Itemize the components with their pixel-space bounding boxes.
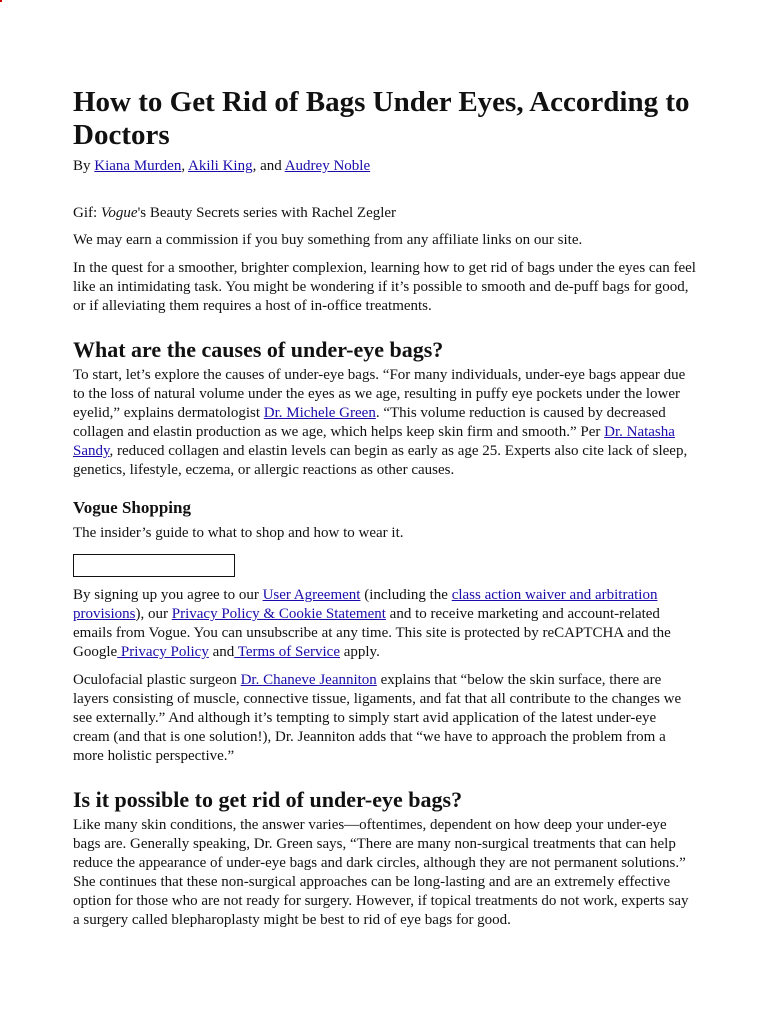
link-dr-michele-green[interactable]: Dr. Michele Green: [263, 405, 376, 421]
gif-caption-suffix: 's Beauty Secrets series with Rachel Zegler: [137, 205, 397, 221]
gif-caption-publication: Vogue: [100, 205, 138, 221]
author-link-audrey-noble[interactable]: Audrey Noble: [284, 158, 371, 174]
causes-text-3: , reduced collagen and elastin levels can begin as early as age 25. Experts also cite lack of sleep, genetics, lifestyle, eczema, or allergic reactions as other causes.: [73, 443, 688, 478]
possible-paragraph: Like many skin conditions, the answer varies—oftentimes, dependent on how deep your under-eye bags are. Generally speaking, Dr. Green says, “There are many non-surgical treatments that can help reduce the appearance of under-eye bags and dark circles, although they are not permanent solutions.” She continues that these non-surgical approaches can be long-lasting and are an extremely effective option for those who are not ready for surgery. However, if topical treatments do not work, experts say a surgery called blepharoplasty might be best to rid of eye bags for good.: [73, 817, 689, 928]
user-agreement-link[interactable]: User Agreement: [262, 587, 361, 603]
link-dr-natasha-sandy[interactable]: Dr. Natasha Sandy: [73, 424, 675, 459]
byline: [73, 157, 696, 176]
author-link-kiana-murden[interactable]: Kiana Murden: [94, 158, 182, 174]
legal-text-3: ), our: [135, 606, 172, 622]
section-heading-possible: Is it possible to get rid of under-eye bags?: [73, 787, 463, 812]
causes-paragraph: [73, 366, 696, 480]
newsletter-heading: Vogue Shopping: [73, 498, 191, 517]
legal-text-2: (including the: [360, 587, 452, 603]
byline-separator: ,: [181, 158, 189, 174]
byline-separator-and: , and: [252, 158, 285, 174]
gif-caption: [73, 204, 696, 223]
corner-mark: [0, 0, 2, 2]
link-dr-chaneve-jeanniton[interactable]: Dr. Chaneve Jeanniton: [240, 672, 377, 688]
gif-caption-prefix: Gif:: [73, 205, 101, 221]
newsletter-signup: [73, 497, 696, 662]
legal-text-4: and to receive marketing and account-related emails from Vogue. You can unsubscribe at any time. This site is protected by reCAPTCHA and the Google: [73, 606, 671, 660]
newsletter-description: The insider’s guide to what to shop and how to wear it.: [73, 525, 404, 541]
surgeon-text-2: explains that “below the skin surface, there are layers consisting of muscle, connective tissue, ligaments, and fat that all contribute to the changes we see externally.” And although it’s tempting to simply start avid application of the latest under-eye cream (and that is one solution!), Dr. Jeanniton adds that “we have to approach the problem from a more holistic perspective.”: [73, 672, 682, 764]
byline-prefix: By: [73, 158, 95, 174]
intro-paragraph: In the quest for a smoother, brighter complexion, learning how to get rid of bags under the eyes can feel like an intimidating task. You might be wondering if it’s possible to smooth and de-puff bags for good, or if alleviating them requires a host of in-office treatments.: [73, 260, 696, 314]
causes-text-1: To start, let’s explore the causes of under-eye bags. “For many individuals, under-eye bags appear due to the loss of natural volume under the eyes as we age, resulting in puffy eye pockets under the lower eyelid,” explains dermatologist: [73, 367, 686, 421]
arbitration-provisions-link[interactable]: class action waiver and arbitration provisions: [73, 587, 658, 622]
legal-text-5: and: [208, 644, 235, 660]
author-link-akili-king[interactable]: Akili King: [188, 158, 253, 174]
legal-text-6: apply.: [339, 644, 380, 660]
privacy-cookie-statement-link[interactable]: Privacy Policy & Cookie Statement: [171, 606, 386, 622]
surgeon-text-1: Oculofacial plastic surgeon: [73, 672, 241, 688]
newsletter-legal-text: [73, 586, 696, 662]
causes-text-2: . “This volume reduction is caused by decreased collagen and elastin production as we age, which helps keep skin firm and smooth.” Per: [73, 405, 666, 440]
google-terms-of-service-link[interactable]: Terms of Service: [234, 644, 340, 660]
affiliate-disclaimer: We may earn a commission if you buy something from any affiliate links on our site.: [73, 232, 583, 248]
section-heading-causes: What are the causes of under-eye bags?: [73, 337, 444, 362]
google-privacy-policy-link[interactable]: Privacy Policy: [117, 644, 209, 660]
legal-text-1: By signing up you agree to our: [73, 587, 263, 603]
surgeon-paragraph: [73, 671, 696, 766]
article-title: How to Get Rid of Bags Under Eyes, According to Doctors: [73, 86, 690, 151]
email-input[interactable]: [73, 554, 235, 577]
